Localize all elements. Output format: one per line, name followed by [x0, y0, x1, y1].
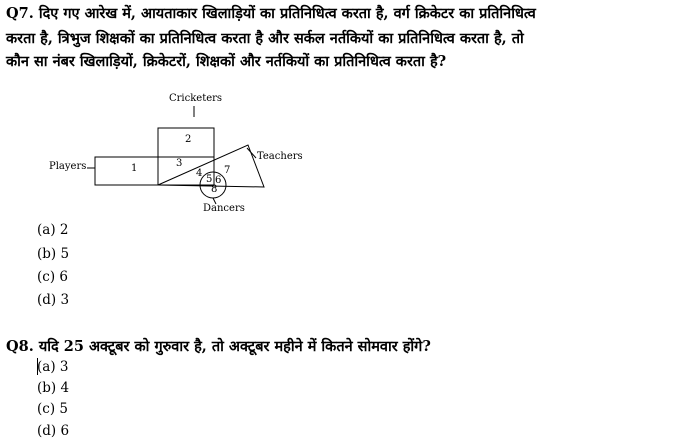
region-1: 1	[131, 163, 138, 174]
q8-option-c[interactable]: (c) 5	[37, 401, 68, 417]
q8-text-line-1: Q8. यदि 25 अक्टूबर को गुरुवार है, तो अक्टूबर महीने में कितने सोमवार होंगे?	[6, 338, 431, 355]
region-8: 8	[211, 184, 218, 195]
players-label: Players	[49, 161, 87, 172]
q7-option-d[interactable]: (d) 3	[37, 292, 70, 308]
region-3: 3	[176, 158, 183, 169]
region-7: 7	[224, 165, 231, 176]
dancers-label: Dancers	[203, 203, 245, 214]
q8-option-b[interactable]: (b) 4	[37, 380, 70, 396]
region-2: 2	[185, 134, 192, 145]
region-5: 5	[206, 174, 213, 185]
cricketers-label: Cricketers	[169, 93, 223, 104]
q7-option-c[interactable]: (c) 6	[37, 269, 68, 285]
q7-text-line-2: करता है, त्रिभुज शिक्षकों का प्रतिनिधित्व करता है और सर्कल नर्तकियों का प्रतिनिधित्व करता है, तो	[6, 30, 524, 47]
region-4: 4	[196, 168, 203, 179]
q7-text-line-1: Q7. दिए गए आरेख में, आयताकार खिलाड़ियों का प्रतिनिधित्व करता है, वर्ग क्रिकेटर का प्रतिनिधित्व	[6, 5, 536, 22]
q7-option-a[interactable]: (a) 2	[37, 222, 69, 238]
q8-option-d[interactable]: (d) 6	[37, 423, 70, 439]
teachers-pointer	[247, 148, 256, 158]
q8-option-a[interactable]: (a) 3	[37, 359, 69, 375]
teachers-label: Teachers	[257, 151, 303, 162]
q7-text-line-3: कौन सा नंबर खिलाड़ियों, क्रिकेटरों, शिक्षकों और नर्तकियों का प्रतिनिधित्व करता है?	[6, 53, 447, 70]
region-6: 6	[215, 175, 222, 186]
q7-option-b[interactable]: (b) 5	[37, 246, 70, 262]
